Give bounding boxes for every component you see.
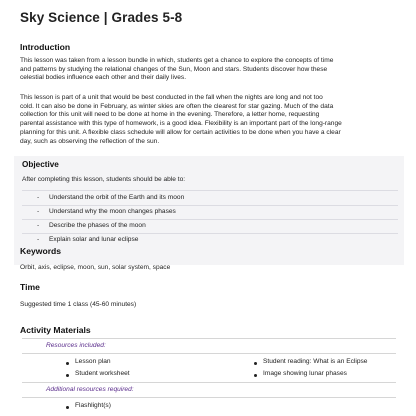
divider [22, 205, 398, 206]
intro-line: cold. It can also be done in February, as winter skies are often the clearest for star gazing. Much of the data [20, 102, 334, 110]
objective-item-text: Understand why the moon changes phases [49, 208, 176, 215]
dash-bullet: - [37, 194, 40, 201]
bullet-dot [254, 374, 257, 377]
time-text: Suggested time 1 class (45-60 minutes) [20, 301, 137, 308]
resources-included-label: Resources included: [46, 342, 106, 349]
intro-line: collection for this unit will need to be done at home in the evening. Therefore, a letter home, requesting [20, 111, 320, 119]
activity-materials-heading: Activity Materials [20, 325, 91, 335]
intro-line: parental assistance with this type of homework, is a good idea. Flexibility is an important part of the long-range [20, 120, 342, 128]
bullet-dot [66, 374, 69, 377]
keywords-text: Orbit, axis, eclipse, moon, sun, solar system, space [20, 264, 171, 271]
introduction-paragraph-1 [20, 57, 400, 83]
objective-item [0, 236, 416, 249]
dash-bullet: - [37, 208, 40, 215]
intro-line: celestial bodies influence each other and their daily lives. [20, 74, 187, 82]
divider [22, 219, 398, 220]
resource-item: Image showing lunar phases [263, 370, 347, 377]
introduction-paragraph-2 [20, 94, 400, 146]
divider [22, 233, 398, 234]
intro-line: This lesson was taken from a lesson bundle in which, students get a chance to explore the concepts of time [20, 57, 334, 64]
resource-item: Student worksheet [75, 370, 130, 377]
intro-line: This lesson is part of a unit that would be best conducted in the fall when the nights are long and not too [20, 94, 323, 101]
bullet-dot [254, 362, 257, 365]
intro-line: day, such as observing the reflection of the sun. [20, 137, 160, 145]
page-title: Sky Science | Grades 5-8 [20, 10, 183, 25]
bullet-dot [66, 362, 69, 365]
dash-bullet: - [37, 236, 40, 243]
divider [22, 382, 396, 383]
time-heading: Time [20, 282, 40, 292]
objective-item-text: Explain solar and lunar eclipse [49, 236, 139, 243]
resource-item: Student reading: What is an Eclipse [263, 358, 368, 365]
divider [22, 397, 396, 398]
objective-item-text: Describe the phases of the moon [49, 222, 146, 229]
keywords-heading: Keywords [20, 246, 62, 256]
additional-resource-item: Flashlight(s) [75, 402, 111, 409]
dash-bullet: - [37, 222, 40, 229]
introduction-heading: Introduction [20, 42, 71, 52]
resource-item: Lesson plan [75, 358, 111, 365]
intro-line: and patterns by studying the relational changes of the Sun, Moon and stars. Students discover how these [20, 65, 328, 73]
divider [22, 338, 396, 339]
divider [22, 190, 398, 191]
intro-line: planning for this unit. A flexible class schedule will allow for certain activities to be done when you have a clear [20, 128, 341, 136]
bullet-dot [66, 406, 69, 409]
divider [22, 353, 396, 354]
objective-item-text: Understand the orbit of the Earth and its moon [49, 194, 185, 201]
additional-resources-label: Additional resources required: [46, 386, 134, 393]
objective-intro: After completing this lesson, students should be able to: [22, 176, 186, 183]
objective-heading: Objective [22, 160, 59, 169]
